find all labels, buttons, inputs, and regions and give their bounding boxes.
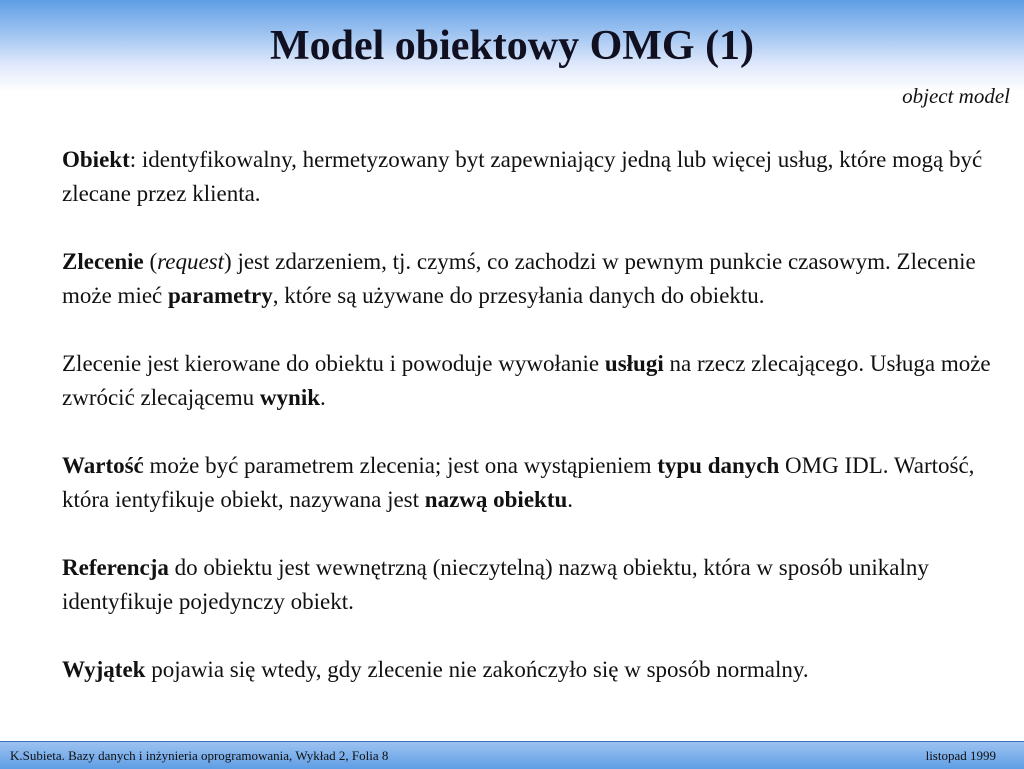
term-uslugi: usługi xyxy=(604,351,664,376)
paragraph-wyjatek xyxy=(62,653,1012,687)
paragraph-text: ( xyxy=(143,249,158,274)
term-wyjatek: Wyjątek xyxy=(62,657,146,682)
slide-content xyxy=(62,143,1012,687)
term-wartosc: Wartość xyxy=(62,453,144,478)
slide-subtitle: object model xyxy=(902,84,1010,108)
paragraph-text: , które są używane do przesyłania danych do obiektu. xyxy=(272,283,765,308)
term-typu-danych: typu danych xyxy=(657,453,780,478)
footer-source: K.Subieta. Bazy danych i inżynieria oprogramowania, Wykład 2, Folia 8 xyxy=(10,748,389,763)
footer-date: listopad 1999 xyxy=(925,748,996,763)
paragraph-text: może być parametrem zlecenia; jest ona wystąpieniem xyxy=(143,453,658,478)
term-referencja: Referencja xyxy=(62,555,169,580)
paragraph-text: . xyxy=(567,487,574,512)
footer-bar xyxy=(0,741,1024,769)
term-wynik: wynik xyxy=(259,385,321,410)
italic-request: request xyxy=(157,249,225,274)
paragraph-zlecenie xyxy=(62,245,1012,313)
term-zlecenie: Zlecenie xyxy=(62,249,144,274)
paragraph-text: ) jest zdarzeniem, tj. czymś, co zachodzi w pewnym punkcie czasowym. Zlecenie może mieć xyxy=(62,249,976,308)
paragraph-wartosc xyxy=(62,449,1012,517)
term-obiekt: Obiekt xyxy=(62,147,130,172)
term-parametry: parametry xyxy=(168,283,273,308)
paragraph-text: . xyxy=(320,385,326,410)
paragraph-text: na rzecz zlecającego. Usługa może zwrócić zlecającemu xyxy=(62,351,991,410)
paragraph-text: pojawia się wtedy, gdy zlecenie nie zakończyło się w sposób normalny. xyxy=(145,657,809,682)
paragraph-obiekt xyxy=(62,143,1012,211)
paragraph-text: : identyfikowalny, hermetyzowany byt zapewniający jedną lub więcej usług, które mogą być zlecane przez klienta. xyxy=(62,147,983,206)
paragraph-text: OMG IDL. Wartość, która ientyfikuje obiekt, nazywana jest xyxy=(62,453,975,512)
paragraph-text: do obiektu jest wewnętrzną (nieczytelną) nazwą obiektu, która w sposób unikalny identyfikuje pojedynczy obiekt. xyxy=(62,555,929,614)
paragraph-usluga xyxy=(62,347,1012,415)
paragraph-referencja xyxy=(62,551,1012,619)
slide-title: Model obiektowy OMG (1) xyxy=(269,23,755,69)
paragraph-text: Zlecenie jest kierowane do obiektu i powoduje wywołanie xyxy=(62,351,605,376)
term-nazwa-obiektu: nazwą obiektu xyxy=(424,487,568,512)
